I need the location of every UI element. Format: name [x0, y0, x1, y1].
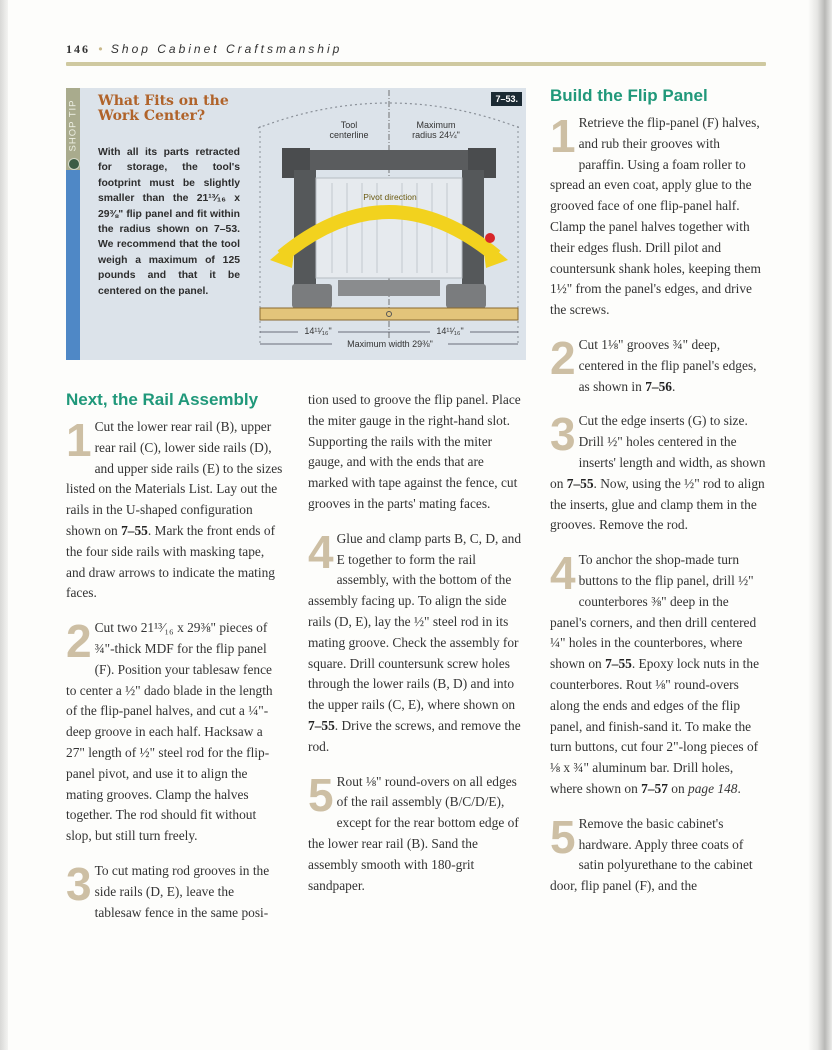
page-number: 146: [66, 42, 90, 56]
figure-ref: 7–55: [605, 656, 632, 672]
label-pivot-direction: Pivot direction: [363, 192, 417, 202]
step-text: Remove the basic cabinet's hardware. Apply three coats of satin polyurethane to the cabinet door, flip panel (F), and the: [550, 815, 753, 894]
rail-step-3: [66, 857, 284, 923]
flip-step-2: [550, 331, 768, 397]
step-text: Rout ⅛" round-overs on all edges of the rail assembly (B/C/D/E), except for the rear bottom edge of the lower rear rail (B). Sand the assembly smooth with 180-grit sandpaper.: [308, 773, 519, 893]
figure-7-53: [252, 88, 526, 360]
rail-step-1: [66, 414, 284, 604]
flip-step-4: [550, 547, 768, 800]
rail-step-4: [308, 525, 526, 758]
shop-tip-bullet-icon: [68, 158, 80, 170]
book-title: Shop Cabinet Craftsmanship: [110, 42, 343, 56]
column-2: [308, 390, 526, 910]
figure-ref: 7–55: [308, 717, 335, 733]
rail-step-5: [308, 768, 526, 897]
page-edge-shadow: [808, 0, 832, 1050]
label-maximum-radius: Maximum radius 24¼": [408, 120, 464, 140]
shop-tip-tab: [66, 88, 80, 360]
figure-ref: 7–56: [645, 378, 672, 394]
heading-flip-panel: Build the Flip Panel: [550, 86, 708, 105]
step-text: Cut 1⅛" grooves ¾" deep, centered in the flip panel's edges, as shown in: [578, 336, 757, 394]
header-rule: [66, 62, 766, 66]
shop-tip-box: [66, 88, 526, 360]
heading-rail-assembly: Next, the Rail Assembly: [66, 390, 259, 409]
step-text: .: [737, 780, 741, 796]
flip-step-3: [550, 408, 768, 536]
step-text: . Drive the screws, and remove the rod.: [308, 717, 521, 754]
label-tool-centerline: Tool centerline: [326, 120, 372, 140]
column-1: [66, 390, 284, 937]
step-text: Cut the lower rear rail (B), upper rear rail (C), lower side rails (D), and upper side rails (E) to the sizes listed on the Materials List. Lay out the rails in the U-shaped configuration shown on: [66, 419, 283, 538]
step-text: . Now, using the ½" rod to align the inserts, glue and clamp them in the grooves. Remove the rod.: [550, 475, 765, 533]
label-left-half-width: 14¹¹⁄₁₆": [298, 326, 338, 336]
page-gutter-shadow: [0, 0, 8, 1050]
drop-cap: 3: [550, 408, 576, 461]
flip-step-5: [550, 810, 768, 897]
figure-ref: 7–57: [641, 780, 668, 796]
shop-tip-body: With all its parts retracted for storage, the tool's footprint must be slightly smaller than the 21¹³⁄₁₆ x 29⅜" flip panel and fit within the radius shown on 7–53. We recommend that the tool weigh a maximum of 125 pounds and that it be centered on the panel.: [98, 147, 240, 297]
figure-ref: 7–55: [121, 522, 148, 538]
drop-cap: 2: [550, 331, 576, 384]
step-text: tion used to groove the flip panel. Place the miter gauge in the right-hand slot. Supporting the rails with the miter gauge, and with the ends that are marked with tape against the fence, cut grooves in the parts' mating faces.: [308, 392, 521, 511]
drop-cap: 1: [66, 414, 92, 466]
shop-tip-title: What Fits on the Work Center?: [98, 93, 229, 124]
figure-number-text: 7–53.: [495, 94, 518, 104]
drop-cap: 2: [66, 615, 92, 668]
figure-number: [491, 92, 522, 106]
step-text: . Mark the front ends of the four side rails with masking tape, and draw arrows to indicate the mating faces.: [66, 522, 276, 601]
flip-step-1: [550, 110, 768, 321]
step-text: Glue and clamp parts B, C, D, and E together to form the rail assembly, with the bottom of the assembly facing up. To align the side rails (D, E), lay the ½" steel rod in its mating groove. Check the assembly for square. Drill countersunk screw holes through the lower rails (B, D) and into the upper rails (C, E), where shown on: [308, 530, 522, 713]
step-text: Cut the edge inserts (G) to size. Drill ½" holes centered in the inserts' length and width, as shown on: [550, 413, 766, 491]
step-text: .: [671, 378, 676, 394]
label-right-half-width: 14¹¹⁄₁₆": [430, 326, 470, 336]
drop-cap: 3: [66, 857, 92, 910]
column-3: [550, 86, 768, 911]
drop-cap: 5: [550, 810, 576, 863]
step-text: on: [667, 780, 688, 796]
running-header: [66, 42, 766, 62]
step-text: To anchor the shop-made turn buttons to the flip panel, drill ½" counterbores ⅜" deep in the panel's corners, and then drill centered ¼" holes in the counterbores, where shown on: [550, 552, 757, 672]
header-separator: •: [98, 42, 103, 56]
rail-step-3-continued: [308, 390, 526, 515]
label-maximum-width: Maximum width 29⅜": [332, 339, 448, 349]
step-text: . Epoxy lock nuts in the counterbores. Rout ⅛" round-overs along the ends and edges of the flip panel, and finish-sand it. To make the turn buttons, cut four 2"-long pieces of ⅛ x ¾" aluminum bar. Drill holes, where shown on: [550, 656, 760, 796]
drop-cap: 4: [308, 525, 334, 578]
step-text: Retrieve the flip-panel (F) halves, and rub their grooves with paraffin. Using a foam roller to spread an even coat, apply glue to the grooved face of one flip-panel half. Clamp the panel halves together with their edges flush. Drill pilot and countersunk shank holes, keeping them 1½" from the panel's edges, and drive the screws.: [550, 115, 761, 318]
work-center-diagram: [252, 88, 526, 360]
step-text: Cut two 21¹³⁄₁₆ x 29⅜" pieces of ¾"-thick MDF for the flip panel (F). Position your tablesaw fence to center a ½" dado blade in the length of the flip-panel halves, and cut a ¼"-deep groove in each half. Hacksaw a 27" length of ½" steel rod for the flip-panel pivot, and use it to align the mating grooves. Clamp the halves together. The rod should fit without slop, but still turn freely.: [66, 620, 273, 844]
page-ref: page 148: [688, 780, 738, 796]
shop-tip-label: SHOP TIP: [67, 99, 79, 152]
figure-ref: 7–55: [566, 475, 594, 491]
drop-cap: 1: [550, 110, 576, 162]
step-text: To cut mating rod grooves in the side rails (D, E), leave the tablesaw fence in the same posi-: [94, 862, 270, 920]
rail-step-2: [66, 615, 284, 847]
drop-cap: 4: [550, 547, 576, 600]
drop-cap: 5: [308, 768, 334, 821]
